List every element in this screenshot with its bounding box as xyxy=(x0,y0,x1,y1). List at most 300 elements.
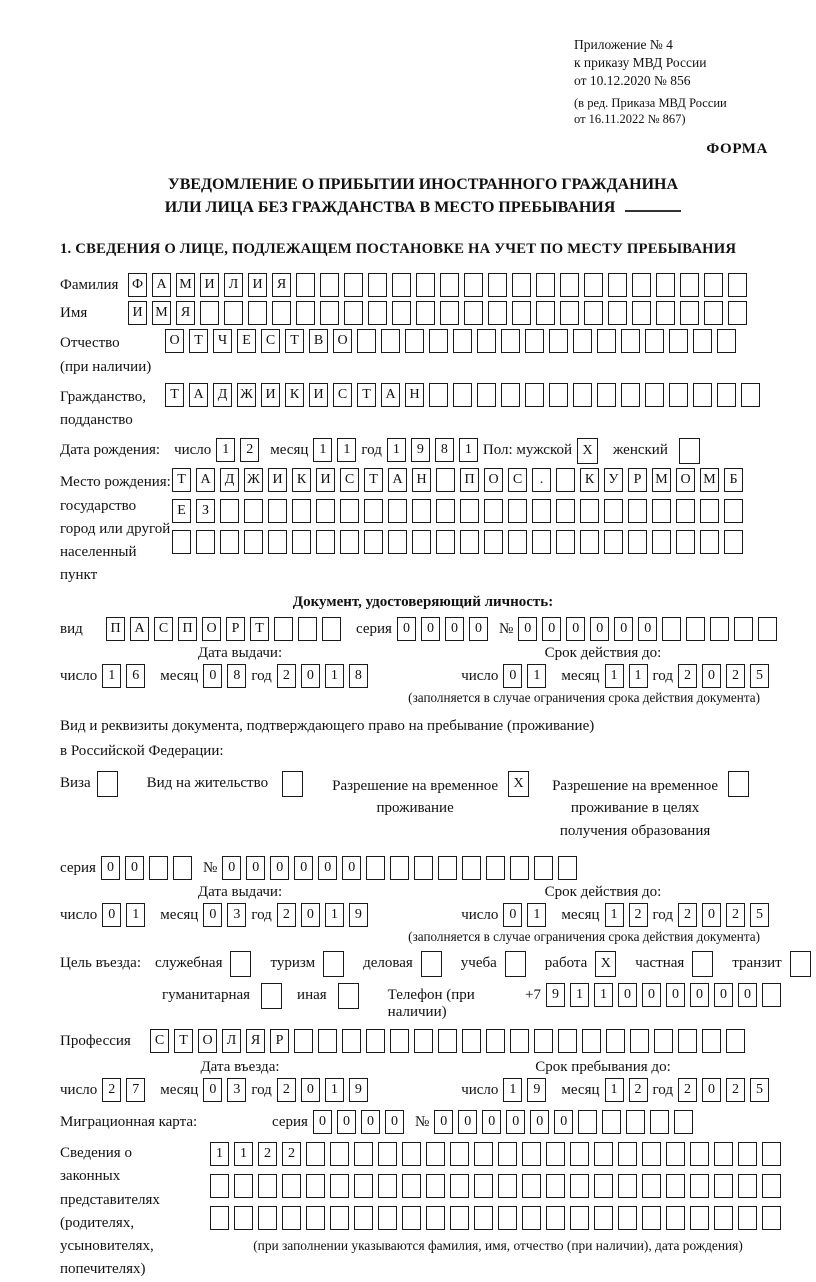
birthplace-char-box[interactable] xyxy=(532,499,551,523)
citizenship-char-box[interactable] xyxy=(573,383,592,407)
guardians-char-box[interactable] xyxy=(666,1174,685,1198)
citizenship-char-box[interactable] xyxy=(621,383,640,407)
stay-year-box[interactable]: 5 xyxy=(750,1078,769,1102)
guardians-char-box[interactable] xyxy=(594,1174,613,1198)
patronymic-char-box[interactable]: О xyxy=(165,329,184,353)
profession-char-box[interactable] xyxy=(510,1029,529,1053)
guardians-char-box[interactable] xyxy=(450,1142,469,1166)
birthplace-char-box[interactable] xyxy=(196,530,215,554)
permit-valid-year-box[interactable]: 2 xyxy=(726,903,745,927)
guardians-char-box[interactable] xyxy=(570,1174,589,1198)
given-name-char-box[interactable] xyxy=(512,301,531,325)
phone-digit-box[interactable]: 0 xyxy=(618,983,637,1007)
purpose-private-checkbox[interactable] xyxy=(692,951,713,977)
entry-year-box[interactable]: 9 xyxy=(349,1078,368,1102)
birthplace-char-box[interactable] xyxy=(652,530,671,554)
visa-checkbox[interactable] xyxy=(97,771,118,797)
female-checkbox[interactable] xyxy=(679,438,700,464)
given-name-char-box[interactable] xyxy=(656,301,675,325)
guardians-char-box[interactable]: 2 xyxy=(282,1142,301,1166)
citizenship-char-box[interactable]: Т xyxy=(165,383,184,407)
citizenship-char-box[interactable]: И xyxy=(261,383,280,407)
passport-issue-year-box[interactable]: 0 xyxy=(301,664,320,688)
temp-residence-education-checkbox[interactable] xyxy=(728,771,749,797)
doc-series-box[interactable]: 0 xyxy=(421,617,440,641)
patronymic-char-box[interactable]: Ч xyxy=(213,329,232,353)
guardians-char-box[interactable] xyxy=(570,1206,589,1230)
patronymic-char-box[interactable] xyxy=(501,329,520,353)
surname-char-box[interactable]: М xyxy=(176,273,195,297)
doc-type-char-box[interactable]: П xyxy=(178,617,197,641)
given-name-char-box[interactable] xyxy=(560,301,579,325)
birthplace-char-box[interactable] xyxy=(676,499,695,523)
permit-series-box[interactable] xyxy=(149,856,168,880)
migcard-number-box[interactable]: 0 xyxy=(434,1110,453,1134)
migcard-number-box[interactable] xyxy=(578,1110,597,1134)
birthplace-char-box[interactable] xyxy=(460,499,479,523)
guardians-char-box[interactable] xyxy=(522,1174,541,1198)
patronymic-char-box[interactable] xyxy=(597,329,616,353)
birthplace-char-box[interactable] xyxy=(292,530,311,554)
permit-valid-year-box[interactable]: 0 xyxy=(702,903,721,927)
birthplace-char-box[interactable] xyxy=(604,530,623,554)
patronymic-char-box[interactable]: О xyxy=(333,329,352,353)
birthplace-char-box[interactable] xyxy=(556,468,575,492)
profession-char-box[interactable] xyxy=(582,1029,601,1053)
passport-valid-year-box[interactable]: 2 xyxy=(726,664,745,688)
entry-month-box[interactable]: 0 xyxy=(203,1078,222,1102)
birthplace-char-box[interactable]: Б xyxy=(724,468,743,492)
migcard-number-box[interactable] xyxy=(650,1110,669,1134)
citizenship-char-box[interactable]: Ж xyxy=(237,383,256,407)
guardians-char-box[interactable]: 2 xyxy=(258,1142,277,1166)
birthplace-char-box[interactable] xyxy=(460,530,479,554)
birthplace-char-box[interactable] xyxy=(172,530,191,554)
migcard-number-box[interactable]: 0 xyxy=(530,1110,549,1134)
patronymic-char-box[interactable] xyxy=(453,329,472,353)
entry-year-box[interactable]: 1 xyxy=(325,1078,344,1102)
given-name-char-box[interactable] xyxy=(320,301,339,325)
birthplace-char-box[interactable]: . xyxy=(532,468,551,492)
guardians-char-box[interactable] xyxy=(498,1174,517,1198)
doc-number-box[interactable] xyxy=(758,617,777,641)
guardians-char-box[interactable]: 1 xyxy=(210,1142,229,1166)
birthplace-char-box[interactable] xyxy=(436,499,455,523)
guardians-char-box[interactable] xyxy=(714,1174,733,1198)
phone-digit-box[interactable]: 0 xyxy=(738,983,757,1007)
guardians-char-box[interactable] xyxy=(258,1206,277,1230)
profession-char-box[interactable] xyxy=(390,1029,409,1053)
doc-number-box[interactable]: 0 xyxy=(614,617,633,641)
birthplace-char-box[interactable]: Н xyxy=(412,468,431,492)
birthplace-char-box[interactable] xyxy=(604,499,623,523)
guardians-char-box[interactable] xyxy=(210,1206,229,1230)
guardians-char-box[interactable] xyxy=(474,1142,493,1166)
doc-series-box[interactable]: 0 xyxy=(469,617,488,641)
birthplace-char-box[interactable] xyxy=(388,499,407,523)
permit-series-box[interactable]: 0 xyxy=(101,856,120,880)
guardians-char-box[interactable] xyxy=(378,1142,397,1166)
birthplace-char-box[interactable] xyxy=(340,499,359,523)
birthplace-char-box[interactable]: Р xyxy=(628,468,647,492)
profession-char-box[interactable] xyxy=(678,1029,697,1053)
birthplace-char-box[interactable] xyxy=(484,530,503,554)
patronymic-char-box[interactable] xyxy=(621,329,640,353)
permit-issue-year-box[interactable]: 2 xyxy=(277,903,296,927)
entry-day-box[interactable]: 7 xyxy=(126,1078,145,1102)
profession-char-box[interactable] xyxy=(318,1029,337,1053)
entry-day-box[interactable]: 2 xyxy=(102,1078,121,1102)
birthplace-char-box[interactable]: С xyxy=(340,468,359,492)
birthplace-char-box[interactable] xyxy=(652,499,671,523)
guardians-char-box[interactable] xyxy=(474,1206,493,1230)
birthdate-year-box[interactable]: 8 xyxy=(435,438,454,462)
doc-number-box[interactable] xyxy=(710,617,729,641)
migcard-number-box[interactable] xyxy=(602,1110,621,1134)
birthplace-char-box[interactable] xyxy=(388,530,407,554)
profession-char-box[interactable]: Р xyxy=(270,1029,289,1053)
patronymic-char-box[interactable]: Т xyxy=(285,329,304,353)
guardians-char-box[interactable] xyxy=(762,1206,781,1230)
birthdate-month-box[interactable]: 1 xyxy=(337,438,356,462)
birthplace-char-box[interactable]: М xyxy=(700,468,719,492)
birthplace-char-box[interactable] xyxy=(700,499,719,523)
passport-valid-year-box[interactable]: 0 xyxy=(702,664,721,688)
given-name-char-box[interactable]: М xyxy=(152,301,171,325)
guardians-char-box[interactable] xyxy=(426,1206,445,1230)
birthdate-day-box[interactable]: 2 xyxy=(240,438,259,462)
passport-issue-day-box[interactable]: 1 xyxy=(102,664,121,688)
guardians-char-box[interactable] xyxy=(378,1206,397,1230)
citizenship-char-box[interactable] xyxy=(429,383,448,407)
passport-valid-year-box[interactable]: 5 xyxy=(750,664,769,688)
passport-valid-day-box[interactable]: 1 xyxy=(527,664,546,688)
phone-digit-box[interactable]: 1 xyxy=(570,983,589,1007)
profession-char-box[interactable] xyxy=(606,1029,625,1053)
surname-char-box[interactable]: А xyxy=(152,273,171,297)
migcard-series-box[interactable]: 0 xyxy=(361,1110,380,1134)
permit-issue-day-box[interactable]: 0 xyxy=(102,903,121,927)
residence-permit-checkbox[interactable] xyxy=(282,771,303,797)
doc-number-box[interactable]: 0 xyxy=(590,617,609,641)
birthplace-char-box[interactable]: М xyxy=(652,468,671,492)
permit-number-box[interactable] xyxy=(414,856,433,880)
guardians-char-box[interactable] xyxy=(738,1142,757,1166)
guardians-char-box[interactable] xyxy=(330,1174,349,1198)
guardians-char-box[interactable] xyxy=(498,1142,517,1166)
permit-number-box[interactable]: 0 xyxy=(246,856,265,880)
permit-valid-year-box[interactable]: 2 xyxy=(678,903,697,927)
migcard-series-box[interactable]: 0 xyxy=(337,1110,356,1134)
profession-char-box[interactable]: Л xyxy=(222,1029,241,1053)
guardians-char-box[interactable] xyxy=(234,1206,253,1230)
permit-number-box[interactable]: 0 xyxy=(342,856,361,880)
patronymic-char-box[interactable] xyxy=(357,329,376,353)
migcard-number-box[interactable]: 0 xyxy=(482,1110,501,1134)
permit-number-box[interactable]: 0 xyxy=(294,856,313,880)
birthplace-char-box[interactable] xyxy=(724,530,743,554)
guardians-char-box[interactable] xyxy=(690,1206,709,1230)
surname-char-box[interactable] xyxy=(296,273,315,297)
surname-char-box[interactable] xyxy=(368,273,387,297)
birthplace-char-box[interactable] xyxy=(724,499,743,523)
permit-issue-year-box[interactable]: 0 xyxy=(301,903,320,927)
guardians-char-box[interactable] xyxy=(738,1206,757,1230)
permit-number-box[interactable] xyxy=(510,856,529,880)
profession-char-box[interactable] xyxy=(414,1029,433,1053)
given-name-char-box[interactable] xyxy=(224,301,243,325)
given-name-char-box[interactable] xyxy=(728,301,747,325)
citizenship-char-box[interactable]: С xyxy=(333,383,352,407)
surname-char-box[interactable] xyxy=(488,273,507,297)
birthplace-char-box[interactable] xyxy=(532,530,551,554)
permit-number-box[interactable] xyxy=(366,856,385,880)
birthplace-char-box[interactable] xyxy=(556,499,575,523)
purpose-humanitarian-checkbox[interactable] xyxy=(261,983,282,1009)
profession-char-box[interactable]: О xyxy=(198,1029,217,1053)
citizenship-char-box[interactable] xyxy=(453,383,472,407)
doc-number-box[interactable] xyxy=(686,617,705,641)
birthdate-year-box[interactable]: 1 xyxy=(387,438,406,462)
guardians-char-box[interactable] xyxy=(594,1206,613,1230)
purpose-other-checkbox[interactable] xyxy=(338,983,359,1009)
profession-char-box[interactable]: Т xyxy=(174,1029,193,1053)
profession-char-box[interactable] xyxy=(366,1029,385,1053)
passport-issue-year-box[interactable]: 1 xyxy=(325,664,344,688)
profession-char-box[interactable] xyxy=(294,1029,313,1053)
profession-char-box[interactable] xyxy=(486,1029,505,1053)
profession-char-box[interactable] xyxy=(654,1029,673,1053)
purpose-tourism-checkbox[interactable] xyxy=(323,951,344,977)
guardians-char-box[interactable] xyxy=(282,1206,301,1230)
birthplace-char-box[interactable]: У xyxy=(604,468,623,492)
guardians-char-box[interactable] xyxy=(234,1174,253,1198)
permit-number-box[interactable] xyxy=(534,856,553,880)
permit-number-box[interactable]: 0 xyxy=(270,856,289,880)
purpose-study-checkbox[interactable] xyxy=(505,951,526,977)
patronymic-char-box[interactable]: С xyxy=(261,329,280,353)
migcard-number-box[interactable]: 0 xyxy=(506,1110,525,1134)
citizenship-char-box[interactable]: Н xyxy=(405,383,424,407)
stay-day-box[interactable]: 1 xyxy=(503,1078,522,1102)
birthplace-char-box[interactable] xyxy=(508,530,527,554)
permit-valid-year-box[interactable]: 5 xyxy=(750,903,769,927)
guardians-char-box[interactable] xyxy=(354,1174,373,1198)
guardians-char-box[interactable] xyxy=(282,1174,301,1198)
surname-char-box[interactable] xyxy=(656,273,675,297)
migcard-number-box[interactable]: 0 xyxy=(458,1110,477,1134)
birthplace-char-box[interactable] xyxy=(268,530,287,554)
guardians-char-box[interactable] xyxy=(450,1174,469,1198)
guardians-char-box[interactable] xyxy=(666,1206,685,1230)
guardians-char-box[interactable] xyxy=(426,1142,445,1166)
phone-digit-box[interactable] xyxy=(762,983,781,1007)
doc-series-box[interactable]: 0 xyxy=(445,617,464,641)
surname-char-box[interactable]: Я xyxy=(272,273,291,297)
given-name-char-box[interactable] xyxy=(488,301,507,325)
surname-char-box[interactable] xyxy=(440,273,459,297)
permit-number-box[interactable] xyxy=(390,856,409,880)
birthplace-char-box[interactable] xyxy=(364,499,383,523)
birthplace-char-box[interactable]: К xyxy=(580,468,599,492)
entry-year-box[interactable]: 0 xyxy=(301,1078,320,1102)
given-name-char-box[interactable] xyxy=(608,301,627,325)
surname-char-box[interactable] xyxy=(680,273,699,297)
guardians-char-box[interactable] xyxy=(354,1142,373,1166)
doc-type-char-box[interactable]: А xyxy=(130,617,149,641)
profession-char-box[interactable] xyxy=(438,1029,457,1053)
permit-number-box[interactable]: 0 xyxy=(318,856,337,880)
patronymic-char-box[interactable]: В xyxy=(309,329,328,353)
permit-number-box[interactable] xyxy=(462,856,481,880)
citizenship-char-box[interactable]: К xyxy=(285,383,304,407)
birthplace-char-box[interactable] xyxy=(316,499,335,523)
entry-year-box[interactable]: 2 xyxy=(277,1078,296,1102)
surname-char-box[interactable]: И xyxy=(200,273,219,297)
birthplace-char-box[interactable] xyxy=(580,499,599,523)
guardians-char-box[interactable] xyxy=(594,1142,613,1166)
profession-char-box[interactable] xyxy=(630,1029,649,1053)
guardians-char-box[interactable] xyxy=(450,1206,469,1230)
stay-year-box[interactable]: 2 xyxy=(726,1078,745,1102)
given-name-char-box[interactable] xyxy=(368,301,387,325)
surname-char-box[interactable]: Ф xyxy=(128,273,147,297)
stay-year-box[interactable]: 2 xyxy=(678,1078,697,1102)
migcard-series-box[interactable]: 0 xyxy=(313,1110,332,1134)
doc-type-char-box[interactable]: П xyxy=(106,617,125,641)
citizenship-char-box[interactable] xyxy=(477,383,496,407)
profession-char-box[interactable] xyxy=(702,1029,721,1053)
guardians-char-box[interactable] xyxy=(426,1174,445,1198)
birthplace-char-box[interactable]: З xyxy=(196,499,215,523)
guardians-char-box[interactable] xyxy=(402,1174,421,1198)
phone-digit-box[interactable]: 0 xyxy=(642,983,661,1007)
guardians-char-box[interactable] xyxy=(306,1174,325,1198)
surname-char-box[interactable] xyxy=(464,273,483,297)
migcard-number-box[interactable]: 0 xyxy=(554,1110,573,1134)
male-checkbox[interactable]: X xyxy=(577,438,598,464)
given-name-char-box[interactable] xyxy=(632,301,651,325)
given-name-char-box[interactable] xyxy=(272,301,291,325)
birthdate-month-box[interactable]: 1 xyxy=(313,438,332,462)
given-name-char-box[interactable]: Я xyxy=(176,301,195,325)
birthplace-char-box[interactable]: Ж xyxy=(244,468,263,492)
permit-number-box[interactable] xyxy=(558,856,577,880)
doc-type-char-box[interactable] xyxy=(298,617,317,641)
permit-valid-day-box[interactable]: 0 xyxy=(503,903,522,927)
patronymic-char-box[interactable]: Т xyxy=(189,329,208,353)
birthplace-char-box[interactable]: Т xyxy=(364,468,383,492)
birthplace-char-box[interactable]: К xyxy=(292,468,311,492)
doc-type-char-box[interactable] xyxy=(274,617,293,641)
citizenship-char-box[interactable] xyxy=(717,383,736,407)
birthplace-char-box[interactable]: И xyxy=(316,468,335,492)
doc-series-box[interactable]: 0 xyxy=(397,617,416,641)
stay-day-box[interactable]: 9 xyxy=(527,1078,546,1102)
phone-digit-box[interactable]: 0 xyxy=(666,983,685,1007)
surname-char-box[interactable]: Л xyxy=(224,273,243,297)
patronymic-char-box[interactable] xyxy=(669,329,688,353)
phone-digit-box[interactable]: 9 xyxy=(546,983,565,1007)
birthplace-char-box[interactable] xyxy=(436,530,455,554)
migcard-series-box[interactable]: 0 xyxy=(385,1110,404,1134)
guardians-char-box[interactable] xyxy=(618,1206,637,1230)
permit-number-box[interactable] xyxy=(486,856,505,880)
entry-month-box[interactable]: 3 xyxy=(227,1078,246,1102)
citizenship-char-box[interactable] xyxy=(669,383,688,407)
profession-char-box[interactable]: С xyxy=(150,1029,169,1053)
patronymic-char-box[interactable] xyxy=(405,329,424,353)
birthplace-char-box[interactable] xyxy=(436,468,455,492)
patronymic-char-box[interactable] xyxy=(525,329,544,353)
doc-type-char-box[interactable]: Р xyxy=(226,617,245,641)
stay-year-box[interactable]: 0 xyxy=(702,1078,721,1102)
birthplace-char-box[interactable] xyxy=(700,530,719,554)
birthplace-char-box[interactable] xyxy=(412,499,431,523)
given-name-char-box[interactable] xyxy=(536,301,555,325)
birthplace-char-box[interactable] xyxy=(580,530,599,554)
guardians-char-box[interactable] xyxy=(618,1174,637,1198)
doc-type-char-box[interactable]: С xyxy=(154,617,173,641)
guardians-char-box[interactable] xyxy=(546,1142,565,1166)
surname-char-box[interactable] xyxy=(728,273,747,297)
phone-digit-box[interactable]: 1 xyxy=(594,983,613,1007)
doc-number-box[interactable]: 0 xyxy=(566,617,585,641)
surname-char-box[interactable] xyxy=(344,273,363,297)
given-name-char-box[interactable] xyxy=(464,301,483,325)
profession-char-box[interactable] xyxy=(342,1029,361,1053)
citizenship-char-box[interactable] xyxy=(525,383,544,407)
permit-issue-year-box[interactable]: 9 xyxy=(349,903,368,927)
surname-char-box[interactable] xyxy=(416,273,435,297)
guardians-char-box[interactable] xyxy=(690,1142,709,1166)
surname-char-box[interactable] xyxy=(392,273,411,297)
passport-issue-day-box[interactable]: 6 xyxy=(126,664,145,688)
guardians-char-box[interactable] xyxy=(570,1142,589,1166)
birthplace-char-box[interactable] xyxy=(340,530,359,554)
profession-char-box[interactable] xyxy=(534,1029,553,1053)
guardians-char-box[interactable] xyxy=(546,1206,565,1230)
patronymic-char-box[interactable] xyxy=(717,329,736,353)
doc-type-char-box[interactable]: Т xyxy=(250,617,269,641)
birthplace-char-box[interactable]: А xyxy=(388,468,407,492)
birthplace-char-box[interactable] xyxy=(268,499,287,523)
patronymic-char-box[interactable] xyxy=(693,329,712,353)
permit-valid-month-box[interactable]: 2 xyxy=(629,903,648,927)
patronymic-char-box[interactable] xyxy=(645,329,664,353)
given-name-char-box[interactable] xyxy=(680,301,699,325)
profession-char-box[interactable]: Я xyxy=(246,1029,265,1053)
birthplace-char-box[interactable] xyxy=(508,499,527,523)
guardians-char-box[interactable] xyxy=(330,1206,349,1230)
birthplace-char-box[interactable] xyxy=(220,530,239,554)
guardians-char-box[interactable] xyxy=(402,1142,421,1166)
stay-month-box[interactable]: 2 xyxy=(629,1078,648,1102)
guardians-char-box[interactable] xyxy=(258,1174,277,1198)
permit-series-box[interactable] xyxy=(173,856,192,880)
birthplace-char-box[interactable]: Д xyxy=(220,468,239,492)
given-name-char-box[interactable] xyxy=(248,301,267,325)
permit-valid-month-box[interactable]: 1 xyxy=(605,903,624,927)
birthplace-char-box[interactable] xyxy=(364,530,383,554)
profession-char-box[interactable] xyxy=(726,1029,745,1053)
birthplace-char-box[interactable]: О xyxy=(676,468,695,492)
surname-char-box[interactable] xyxy=(704,273,723,297)
surname-char-box[interactable] xyxy=(536,273,555,297)
given-name-char-box[interactable] xyxy=(296,301,315,325)
stay-month-box[interactable]: 1 xyxy=(605,1078,624,1102)
birthplace-char-box[interactable]: Т xyxy=(172,468,191,492)
